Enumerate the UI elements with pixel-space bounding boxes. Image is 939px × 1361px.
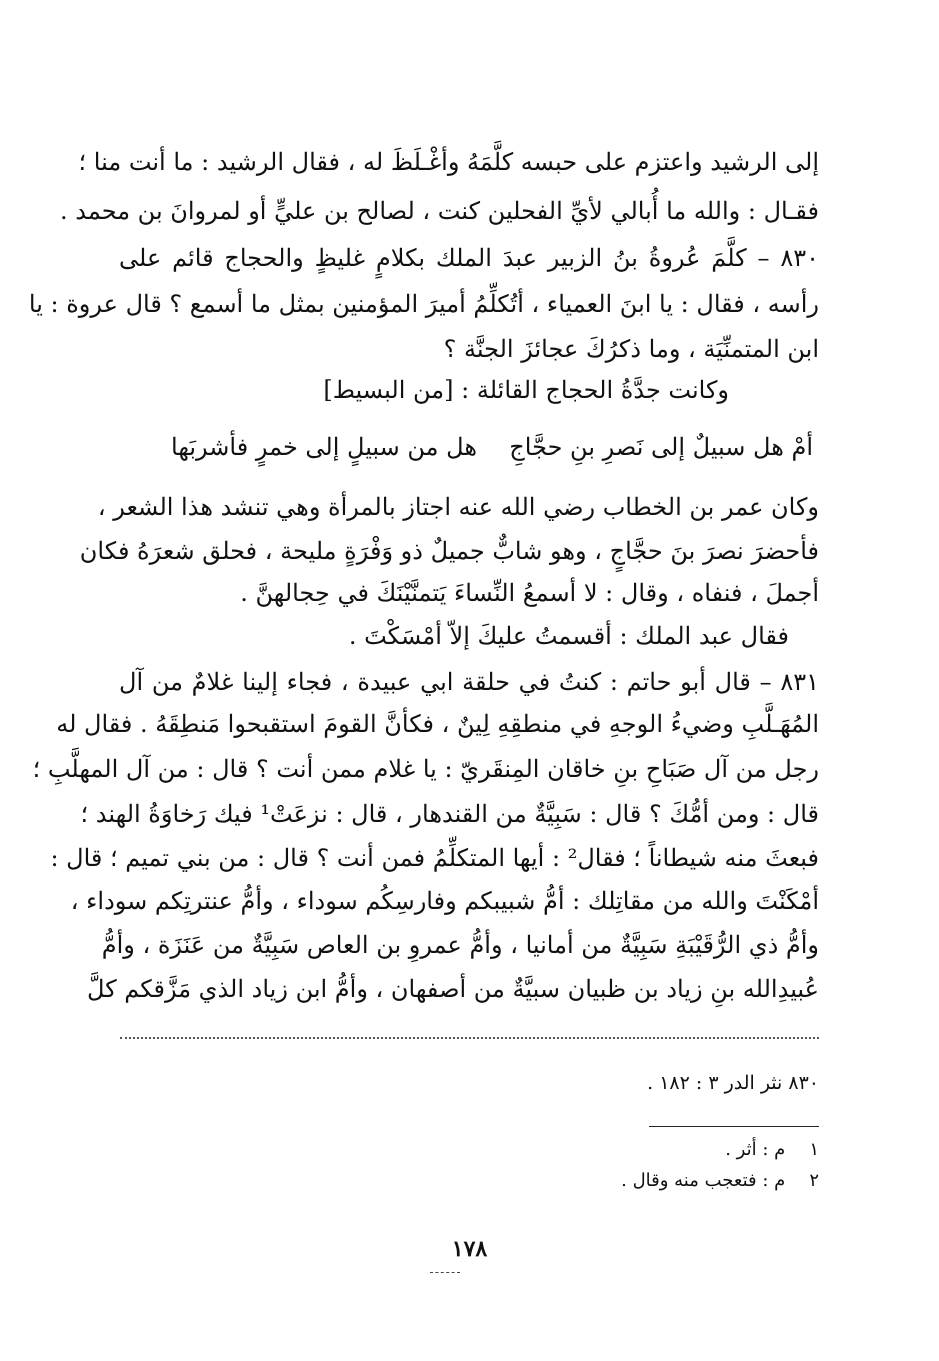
text-line: رجل من آل صَبَاحِ بنِ خاقان المِنقَريّ : يا غلام ممن أنت ؟ قال : من آل المهلَّبِ ؛ — [32, 755, 819, 783]
text-line: ٨٣٠ – كلَّمَ عُروةُ بنُ الزبير عبدَ الملك بكلامٍ غليظٍ والحجاج قائم على — [119, 244, 819, 272]
footnote-number: ١ — [809, 1139, 819, 1160]
text-line: رأسه ، فقال : يا ابنَ العمياء ، أتُكلِّمُ أميرَ المؤمنين بمثل ما أسمع ؟ قال عروة : يا — [28, 290, 819, 318]
footnote-text: م : أثر . — [725, 1139, 786, 1160]
text-line: أجملَ ، فنفاه ، وقال : لا أسمعُ النِّساءَ يَتمنَّيْنَكَ في حِجالهنَّ . — [240, 579, 819, 607]
footnote — [725, 1137, 819, 1163]
page-mark — [430, 1272, 460, 1273]
text-line: أمْكَنْتَ والله من مقاتِلك : أمُّ شبيبكم وفارسِكُم سوداء ، وأمُّ عنترتِكم سوداء ، — [70, 887, 819, 915]
text-line: قال : ومن أمُّكَ ؟ قال : سَبِيَّةٌ من القندهار ، قال : نزعَتْ¹ فيك رَخاوَةُ الهند ؛ — [80, 800, 819, 828]
text-line: فأحضرَ نصرَ بنَ حجَّاجٍ ، وهو شابٌّ جميلٌ ذو وَفْرَةٍ مليحة ، فحلق شعرَهُ فكان — [79, 537, 819, 565]
text-line: ابن المتمنِّيَة ، وما ذكرُكَ عجائزَ الجنَّة ؟ — [443, 335, 819, 363]
text-line: إلى الرشيد واعتزم على حبسه كلَّمَهُ وأغْـلَظَ له ، فقال الرشيد : ما أنت منا ؛ — [78, 148, 819, 176]
footnote — [621, 1168, 819, 1194]
page-number: ١٧٨ — [451, 1236, 488, 1262]
text-line: وأمُّ ذي الرُّقَيْبَةِ سَبِيَّةٌ من أمانيا ، وأمُّ عمروِ بن العاص سَبِيَّةٌ من عَنَزَة ، وأمُّ — [101, 931, 819, 959]
text-line: ٨٣١ – قال أبو حاتم : كنتُ في حلقة ابي عبيدة ، فجاء إلينا غلامٌ من آل — [119, 668, 819, 696]
footnote-rule — [649, 1126, 819, 1127]
text-line: وكان عمر بن الخطاب رضي الله عنه اجتاز بالمرأة وهي تنشد هذا الشعر ، — [97, 493, 819, 521]
verse-hemistich-1: هل من سبيلٍ إلى خمرٍ فأشربَها — [171, 433, 477, 461]
dotted-separator — [120, 1037, 819, 1039]
footnote-number: ٢ — [809, 1170, 819, 1191]
verse-hemistich-2: أمْ هل سبيلٌ إلى نَصرِ بنِ حجَّاجِ — [509, 433, 813, 461]
text-line: عُبيدِالله بنِ زياد بن ظبيان سبيَّةٌ من أصفهان ، وأمُّ ابن زياد الذي مَزَّقكم كلَّ — [87, 975, 819, 1003]
text-line: وكانت جدَّةُ الحجاج القائلة : [من البسيط] — [323, 376, 729, 404]
text-line: فقال عبد الملك : أقسمتُ عليكَ إلاّ أمْسَكْتَ . — [348, 622, 789, 650]
text-line: فبعثَ منه شيطاناً ؛ فقال² : أيها المتكلِّمُ فمن أنت ؟ قال : من بني تميم ؛ قال : — [50, 844, 819, 872]
text-line: المُهَـلَّبِ وضيءُ الوجهِ في منطقِهِ لِينٌ ، فكأنَّ القومَ استقبحوا مَنطِقَهُ . فقال له — [56, 710, 819, 738]
footnote-text: م : فتعجب منه وقال . — [621, 1170, 786, 1191]
text-line: فقـال : والله ما أُبالي لأيِّ الفحلين كنت ، لصالح بن عليٍّ أو لمروانَ بن محمد . — [59, 197, 819, 225]
source-reference: ٨٣٠ نثر الدر ٣ : ١٨٢ . — [647, 1072, 819, 1094]
